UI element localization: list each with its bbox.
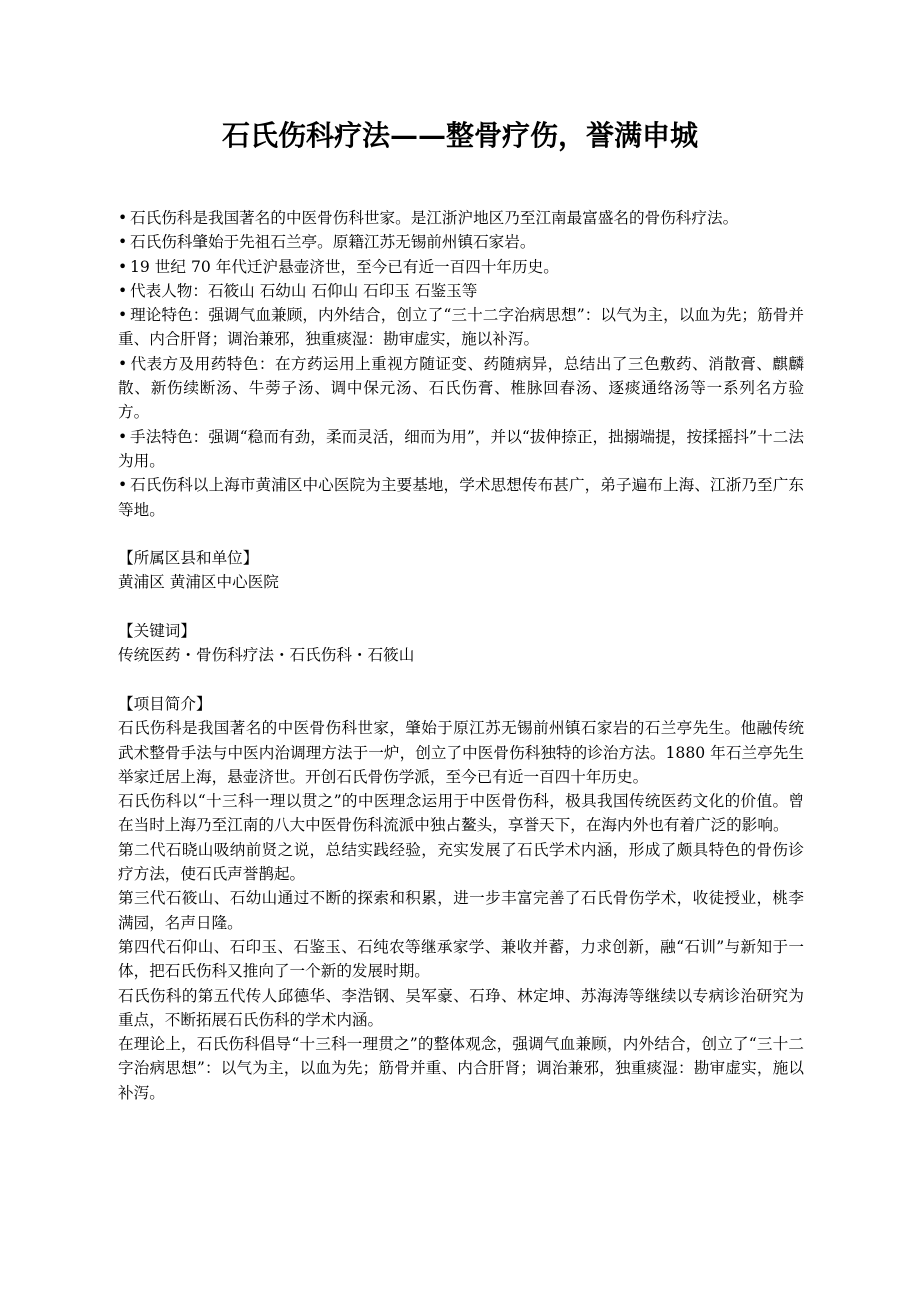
document-title: 石氏伤科疗法——整骨疗伤，誉满申城	[221, 119, 698, 152]
bullet-text: 石氏伤科是我国著名的中医骨伤科世家。是江浙沪地区乃至江南最富盛名的骨伤科疗法。	[130, 209, 739, 227]
bullet-item	[118, 255, 804, 279]
bullet-text: 代表方及用药特色：在方药运用上重视方随证变、药随病异，总结出了三色敷药、消散膏、麒麟散、新伤续断汤、牛蒡子汤、调中保元汤、石氏伤膏、椎脉回春汤、逐痰通络汤等一系列名方验方。	[118, 354, 804, 422]
spacer	[118, 668, 804, 692]
bullet-item	[118, 279, 804, 303]
intro-paragraph: 第三代石筱山、石幼山通过不断的探索和积累，进一步丰富完善了石氏骨伤学术，收徒授业，桃李满园，名声日隆。	[118, 889, 804, 932]
bullet-text: 19 世纪 70 年代迁沪悬壶济世，至今已有近一百四十年历史。	[130, 257, 559, 276]
bullet-text: 石氏伤科以上海市黄浦区中心医院为主要基地，学术思想传布甚广，弟子遍布上海、江浙乃至广东等地。	[118, 476, 804, 519]
bullet-item	[118, 425, 804, 474]
keywords-text: 传统医药・骨伤科疗法・石氏伤科・石筱山	[118, 646, 415, 665]
intro-paragraph: 石氏伤科是我国著名的中医骨伤科世家，肇始于原江苏无锡前州镇石家岩的石兰亭先生。他融传统武术整骨手法与中医内治调理方法于一炉，创立了中医骨伤科独特的诊治方法。1880 年石兰亭先生举家迁居上海，悬壶济世。开创石氏骨伤学派，至今已有近一百四十年历史。	[118, 719, 804, 786]
bullet-mark: •	[118, 354, 128, 373]
bullet-text: 手法特色：强调“稳而有劲，柔而灵活，细而为用”，并以“拔伸捺正，拙搦端提，按揉摇抖”十二法为用。	[118, 427, 804, 470]
bullet-item	[118, 230, 804, 254]
bullet-text: 代表人物：石筱山 石幼山 石仰山 石印玉 石鉴玉等	[130, 281, 478, 300]
intro-heading: 【项目简介】	[118, 694, 212, 713]
spacer	[118, 522, 804, 546]
bullet-mark: •	[118, 233, 128, 252]
bullet-mark: •	[118, 476, 128, 495]
keywords-heading: 【关键词】	[118, 622, 196, 641]
district-text: 黄浦区 黄浦区中心医院	[118, 573, 279, 592]
bullet-item	[118, 303, 804, 352]
intro-paragraph: 在理论上，石氏伤科倡导“十三科一理贯之”的整体观念，强调气血兼顾，内外结合，创立了“三十二字治病思想”：以气为主，以血为先；筋骨并重、内合肝肾；调治兼邪，独重痰湿：勘审虚实，施以补泻。	[118, 1035, 804, 1102]
intro-paragraph: 第四代石仰山、石印玉、石鉴玉、石纯农等继承家学、兼收并蓄，力求创新，融“石训”与新知于一体，把石氏伤科又推向了一个新的发展时期。	[118, 937, 804, 981]
bullet-mark: •	[118, 209, 128, 227]
intro-paragraph: 第二代石晓山吸纳前贤之说，总结实践经验，充实发展了石氏学术内涵，形成了颇具特色的骨伤诊疗方法，使石氏声誉鹊起。	[118, 840, 804, 884]
intro-paragraph: 石氏伤科的第五代传人邱德华、李浩钢、吴军豪、石琤、林定坤、苏海涛等继续以专病诊治研究为重点，不断拓展石氏伤科的学术内涵。	[118, 986, 804, 1029]
bullet-item	[118, 206, 804, 230]
bullet-mark: •	[118, 306, 128, 325]
bullet-item	[118, 352, 804, 425]
bullet-mark: •	[118, 257, 128, 276]
bullet-item	[118, 473, 804, 522]
bullet-text: 理论特色：强调气血兼顾，内外结合，创立了“三十二字治病思想”：以气为主，以血为先；筋骨并重、内合肝肾；调治兼邪，独重痰湿：勘审虚实，施以补泻。	[118, 306, 804, 349]
bullet-mark: •	[118, 427, 128, 446]
spacer	[118, 595, 804, 619]
bullet-mark: •	[118, 281, 128, 300]
document-body	[118, 206, 804, 1105]
district-heading: 【所属区县和单位】	[118, 549, 259, 568]
bullet-text: 石氏伤科肇始于先祖石兰亭。原籍江苏无锡前州镇石家岩。	[130, 233, 536, 252]
intro-paragraph: 石氏伤科以“十三科一理以贯之”的中医理念运用于中医骨伤科，极具我国传统医药文化的价值。曾在当时上海乃至江南的八大中医骨伤科流派中独占鳌头，享誉天下，在海内外也有着广泛的影响。	[118, 792, 804, 835]
